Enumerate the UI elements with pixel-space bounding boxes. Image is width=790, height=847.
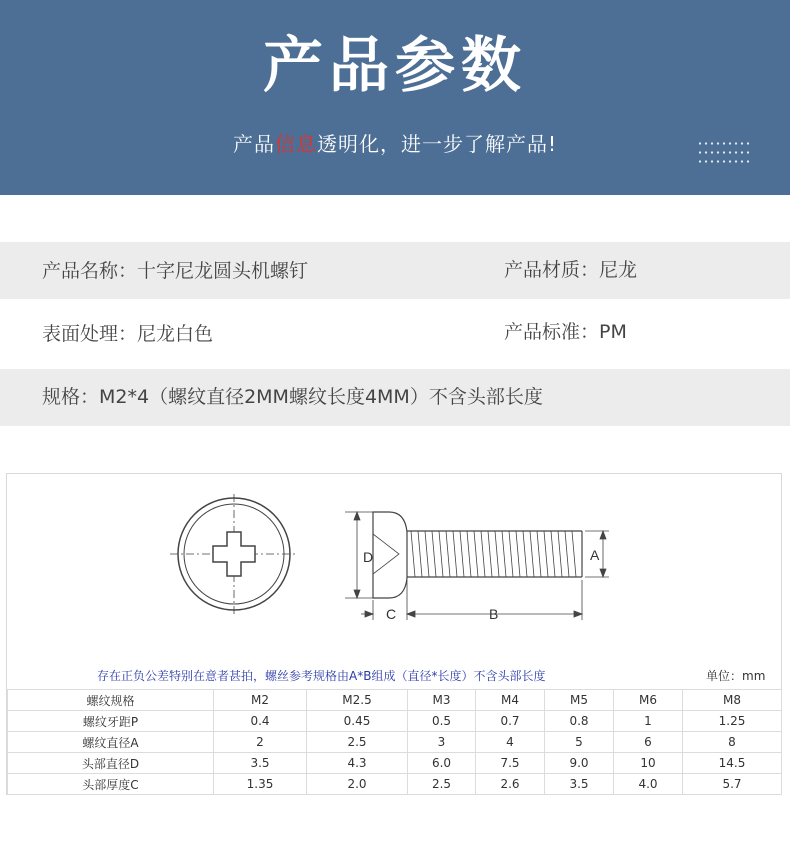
table-cell: 3 [408,732,476,753]
unit-label: 单位：mm [706,669,766,683]
table-cell: 6 [614,732,683,753]
row-label: 头部厚度C [8,774,214,795]
table-row [8,732,782,753]
subtitle-prefix: 产品 [232,132,275,156]
table-cell: 0.45 [307,711,408,732]
table-cell: M2 [214,690,307,711]
table-cell: 1.35 [214,774,307,795]
table-cell: 2.0 [307,774,408,795]
table-cell: 1.25 [683,711,782,732]
product-spec: 规格：M2*4（螺纹直径2MM螺纹长度4MM）不含头部长度 [42,386,543,408]
row-label: 螺纹规格 [8,690,214,711]
table-cell: M8 [683,690,782,711]
table-cell: 2 [214,732,307,753]
table-cell: 2.5 [307,732,408,753]
table-row [8,753,782,774]
header-banner [0,0,790,195]
table-cell: M2.5 [307,690,408,711]
surface-treatment: 表面处理：尼龙白色 [42,323,214,345]
row-label: 螺纹牙距P [8,711,214,732]
table-cell: M3 [408,690,476,711]
table-cell: M4 [476,690,545,711]
page-subtitle [0,131,790,157]
table-cell: 0.4 [214,711,307,732]
table-cell: 0.5 [408,711,476,732]
screw-diagram [7,474,781,662]
table-cell: M6 [614,690,683,711]
row-label: 螺纹直径A [8,732,214,753]
subtitle-highlight: 信息 [274,132,317,156]
table-row [8,690,782,711]
table-row [8,774,782,795]
tolerance-note: 存在正负公差特别在意者甚拍，螺丝参考规格由A*B组成（直径*长度）不含头部长度 [97,669,546,683]
table-cell: 0.7 [476,711,545,732]
product-name: 产品名称：十字尼龙圆头机螺钉 [42,260,309,282]
table-cell: 8 [683,732,782,753]
dim-label-b: B [489,606,499,622]
table-cell: 1 [614,711,683,732]
page-title: 产品参数 [263,31,527,101]
table-cell: 4.0 [614,774,683,795]
table-cell: 2.6 [476,774,545,795]
dim-label-a: A [590,547,600,563]
dim-label-d: D [363,549,374,565]
row-label: 头部直径D [8,753,214,774]
dim-label-c: C [386,606,397,622]
table-cell: 5 [545,732,614,753]
table-cell: 3.5 [545,774,614,795]
table-cell: 0.8 [545,711,614,732]
product-material: 产品材质：尼龙 [504,259,638,281]
table-cell: 5.7 [683,774,782,795]
table-cell: M5 [545,690,614,711]
table-cell: 14.5 [683,753,782,774]
dot-pattern-decoration [697,139,753,165]
table-row [8,711,782,732]
table-cell: 4 [476,732,545,753]
screw-top-view [170,494,298,616]
spec-table [7,689,782,795]
table-cell: 3.5 [214,753,307,774]
product-standard: 产品标准：PM [504,321,627,343]
table-cell: 4.3 [307,753,408,774]
screw-side-view [373,512,582,598]
table-cell: 7.5 [476,753,545,774]
table-cell: 9.0 [545,753,614,774]
table-cell: 6.0 [408,753,476,774]
table-cell: 2.5 [408,774,476,795]
table-cell: 10 [614,753,683,774]
subtitle-suffix: 透明化，进一步了解产品! [316,132,558,156]
